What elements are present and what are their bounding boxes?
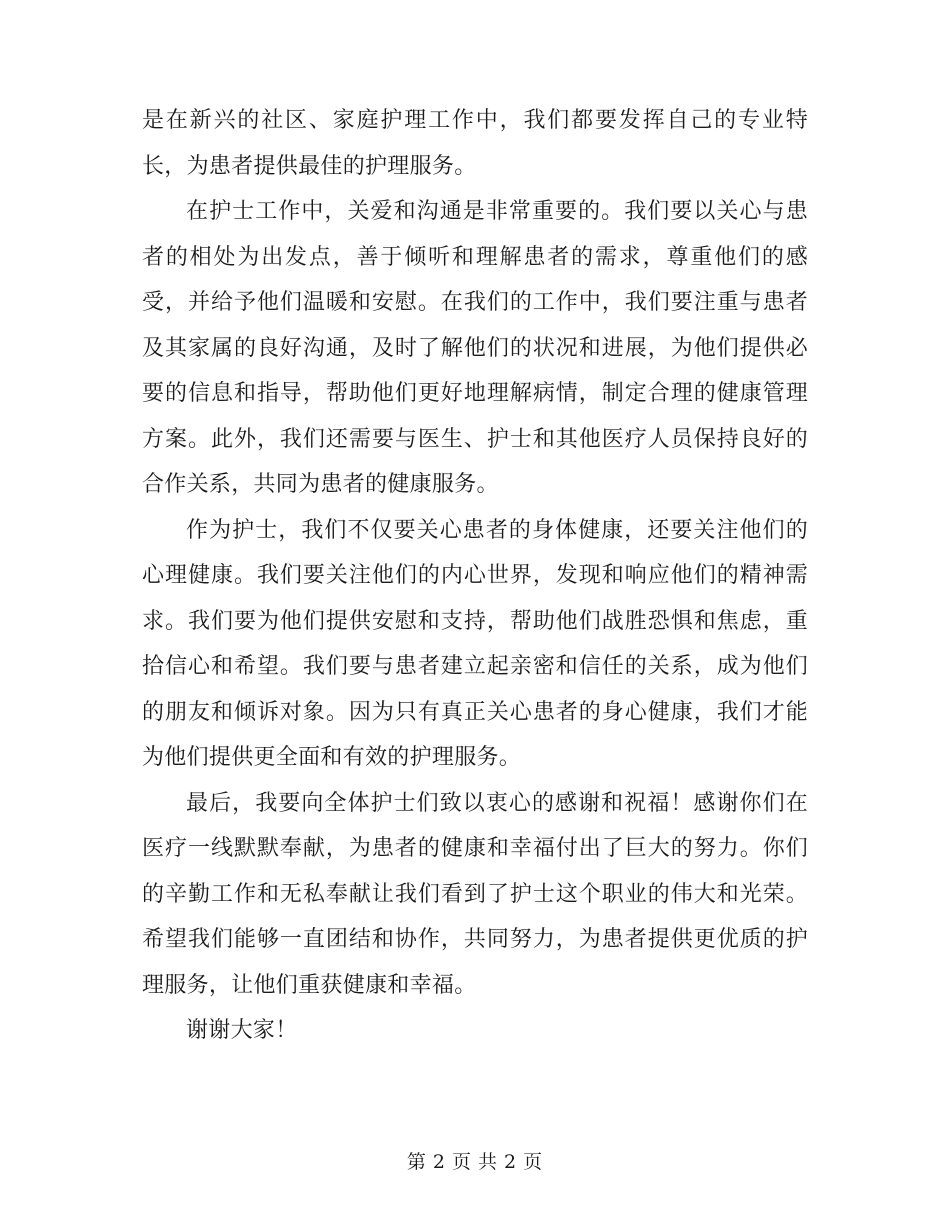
paragraph-thanks: 最后，我要向全体护士们致以衷心的感谢和祝福！感谢你们在医疗一线默默奉献，为患者的健康和幸福付出了巨大的努力。你们的辛勤工作和无私奉献让我们看到了护士这个职业的伟大和光荣。希望我们能够一直团结和协作，共同努力，为患者提供更优质的护理服务，让他们重获健康和幸福。: [142, 790, 808, 998]
document-body: [142, 98, 808, 1054]
paragraph-closing: 谢谢大家！: [186, 1018, 298, 1043]
page-footer: [0, 1147, 950, 1174]
paragraph-continuation: 是在新兴的社区、家庭护理工作中，我们都要发挥自己的专业特长，为患者提供最佳的护理服务。: [142, 108, 808, 179]
footer-label-total: 共: [478, 1151, 499, 1173]
footer-label-page-end: 页: [523, 1151, 544, 1173]
footer-current-page: 2: [432, 1151, 446, 1173]
paragraph-mental-health: 作为护士，我们不仅要关心患者的身体健康，还要关注他们的心理健康。我们要关注他们的内心世界，发现和响应他们的精神需求。我们要为他们提供安慰和支持，帮助他们战胜恐惧和焦虑，重拾信心和希望。我们要与患者建立起亲密和信任的关系，成为他们的朋友和倾诉对象。因为只有真正关心患者的身心健康，我们才能为他们提供更全面和有效的护理服务。: [142, 517, 808, 770]
footer-total-pages: 2: [504, 1151, 518, 1173]
paragraph-care-communication: 在护士工作中，关爱和沟通是非常重要的。我们要以关心与患者的相处为出发点，善于倾听和理解患者的需求，尊重他们的感受，并给予他们温暖和安慰。在我们的工作中，我们要注重与患者及其家属的良好沟通，及时了解他们的状况和进展，为他们提供必要的信息和指导，帮助他们更好地理解病情，制定合理的健康管理方案。此外，我们还需要与医生、护士和其他医疗人员保持良好的合作关系，共同为患者的健康服务。: [142, 199, 808, 497]
footer-label-page: 页: [451, 1151, 472, 1173]
footer-label-prefix: 第: [406, 1151, 427, 1173]
